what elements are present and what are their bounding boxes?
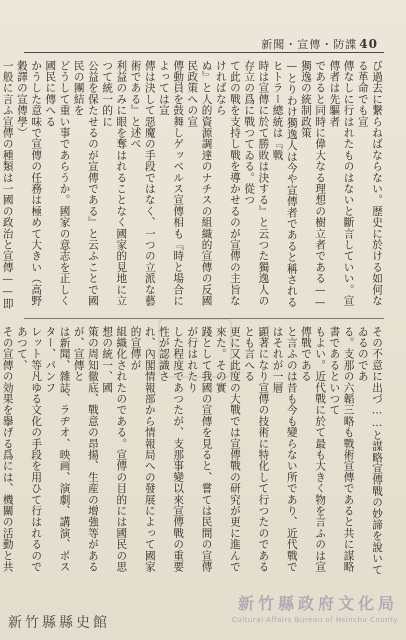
upper-text-column: であると同時に偉大なる理想の樹立者である——獨逸の統制政策 xyxy=(299,60,327,310)
upper-text-column: —とりわけ獨逸人は今や宣傳者であると稱されるヒトラー總統は『戰 xyxy=(271,60,298,308)
lower-text-column: 組織化されたのである。宣傳の目的には國民の思想の統一、國 xyxy=(101,326,128,573)
organization-watermark xyxy=(232,591,398,624)
upper-text-column: 傳なしに行はれたものはないと斷言していい。宣傳者は先驅者 xyxy=(328,60,355,307)
upper-text-column: 時は宣傳に於て勝敗は決する』と云つた獨逸人の存立の爲に戰つてゐる。從つ xyxy=(243,60,270,307)
upper-text-column: かうした意味で宣傳の任務は極めて大きい（高野穀譯の宣傳學） xyxy=(15,60,43,307)
lower-text-column: と言ふのは昔も今も變らない所であり、近代戰ではそれが一層 xyxy=(271,326,298,573)
page-number: 40 xyxy=(359,37,378,51)
upper-text-column: 傳動員を鼓舞しゲッベルス宣傳相も『時と場合によっては宣 xyxy=(157,60,185,307)
upper-text-column: 一般に言ふ宣傳の種類は一國の政治と宣傳——即 xyxy=(1,60,14,310)
lower-text-column: は新聞、雜誌、ラヂオ、映画、演劇、講演、ポスター、パンフ xyxy=(44,326,71,573)
lower-text-column: した程度であつたが、支那事變以來宣傳戰の重要性が認識さ xyxy=(157,326,185,573)
upper-text-column: 傳は決して惡魔の手段ではなく、一つの立派な藝術である』と述べ xyxy=(129,60,156,307)
lower-text-column: その宣傳の効果を擧げる爲には、機關の活動と共 xyxy=(1,326,14,573)
upper-text-column: ぬ』と人的資源調達のナチスの組織的宣傳の反國民政策への宣 xyxy=(186,60,213,307)
upper-text-column: 公益を保たせるのが宣傳である』と云ふことで國民の團結を xyxy=(72,60,99,307)
lower-text-column: もよい。近代戰に於て最も大きく物を言ふのは宣傳戰である xyxy=(299,326,327,573)
text-block-lower xyxy=(1,326,384,578)
organization-name-en: Cultural Affairs Bureau of Hsinchu County xyxy=(231,616,398,624)
lower-text-column: その不意に出づ……と謀略宣傳戰の妙諦を說いてゐるのであ xyxy=(356,326,383,576)
lower-text-column: 顕著になり宣傳の技術に特化して行つたのであるとも言へる xyxy=(243,326,270,573)
lower-text-column: 踐として我國の宣傳を見ると、嘗ては民間の宣傳が行はれたり xyxy=(186,326,213,573)
running-header xyxy=(261,36,378,52)
section-title: 新聞・宣傳・防諜 xyxy=(261,38,358,51)
upper-text-column: び過去に繋らねばならない。歴史に於ける如何なる革命でも宣 xyxy=(356,60,383,307)
library-stamp: 新竹縣縣史館 xyxy=(8,615,110,631)
organization-name: 新竹縣政府文化局 xyxy=(237,594,398,613)
lower-text-column: れ、內閣情報部から情報局への發展によって國家的宣傳が xyxy=(129,326,156,573)
lower-text-column: る。支那の六韜三略も戰術宣傳であると共に謀略書であるといつて xyxy=(328,326,355,573)
upper-text-column: て此の戰を支持し戰を導かせるのが宣傳の主旨なければなら xyxy=(214,60,241,307)
text-block-upper xyxy=(1,60,384,312)
lower-text-column: 策の周知徹底、戰意の昂揚、生産の增強等があるが、宣傳と xyxy=(72,326,99,573)
upper-text-column: どうして重い事であらうか。國家の意志を正しく國民に傳へる xyxy=(44,60,71,307)
lower-text-column: 更に又此度の大戰では宣傳戰の研究が更に進んで來た。その實 xyxy=(214,326,241,573)
header-rule xyxy=(24,52,384,53)
upper-text-column: 利益のみに眼を奪はれることなく國家的見地に立つて統一的に xyxy=(101,60,128,307)
lower-text-column: レット等凡ゆる文化の手段を用ひて行はれるのであつて、 xyxy=(15,326,43,573)
